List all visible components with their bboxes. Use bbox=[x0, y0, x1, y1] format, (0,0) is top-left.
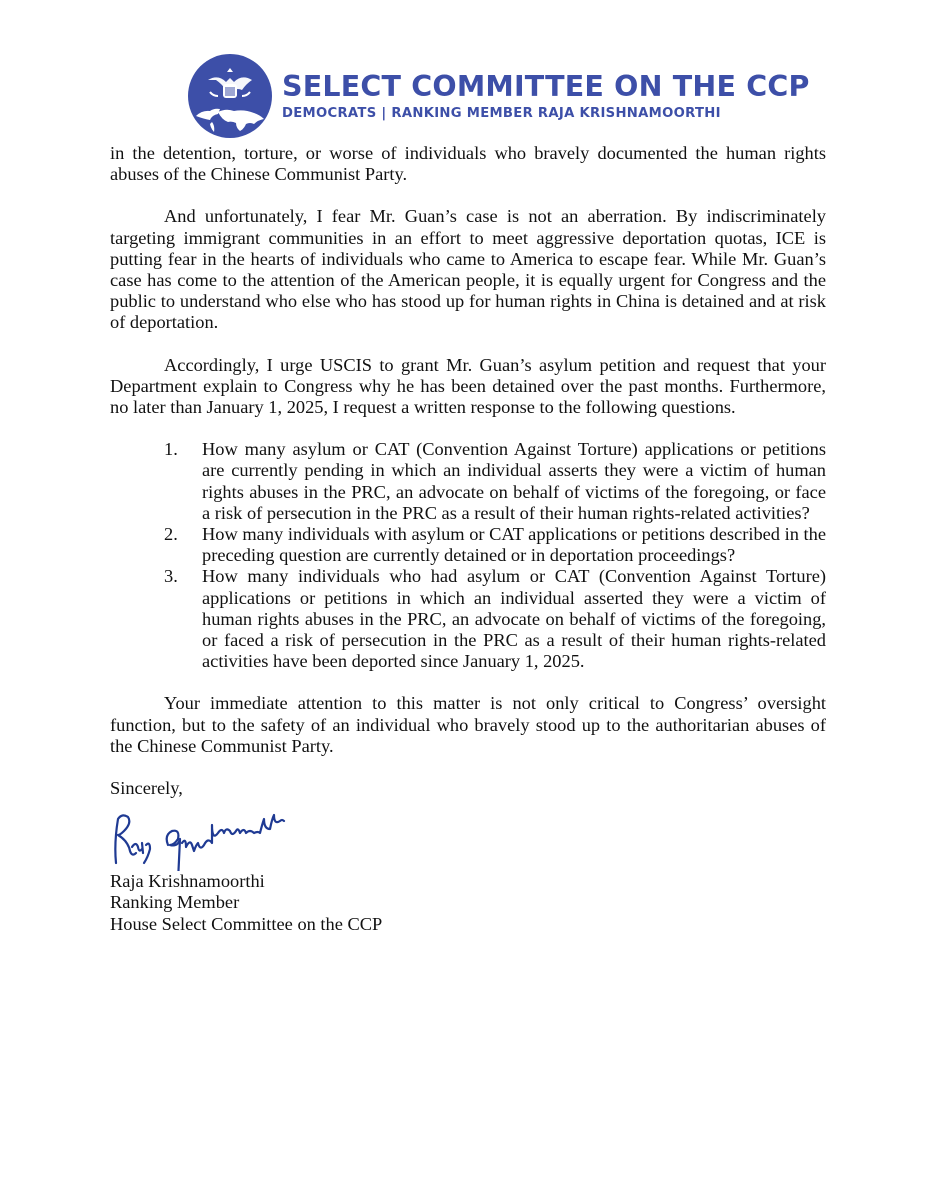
signer-name: Raja Krishnamoorthi bbox=[110, 871, 265, 892]
signature-icon bbox=[110, 807, 826, 871]
question-text: How many individuals with asylum or CAT applications or petitions described in the preceding question are currently detained or in deportation proceedings? bbox=[202, 524, 826, 566]
list-item bbox=[110, 566, 826, 672]
signer-committee: House Select Committee on the CCP bbox=[110, 913, 383, 934]
letter-body bbox=[110, 143, 826, 935]
closing: Sincerely, bbox=[110, 778, 183, 799]
list-item bbox=[110, 524, 826, 566]
questions-list bbox=[110, 439, 826, 672]
signer-title: Ranking Member bbox=[110, 892, 240, 913]
question-number: 3. bbox=[164, 566, 178, 587]
letterhead bbox=[188, 53, 810, 139]
committee-seal-icon bbox=[188, 54, 272, 138]
question-number: 1. bbox=[164, 439, 178, 460]
committee-title: SELECT COMMITTEE ON THE CCP bbox=[282, 70, 810, 103]
committee-subtitle: DEMOCRATS | RANKING MEMBER RAJA KRISHNAMOORTHI bbox=[282, 106, 721, 121]
list-item bbox=[110, 439, 826, 524]
question-text: How many asylum or CAT (Convention Against Torture) applications or petitions are currently pending in which an individual asserts they were a victim of human rights abuses in the PRC, an advocate on behalf of victims of the foregoing, or face a risk of persecution in the PRC as a result of their human rights-related activities? bbox=[202, 439, 826, 523]
paragraph-2: And unfortunately, I fear Mr. Guan’s case is not an aberration. By indiscriminately targeting immigrant communities in an effort to meet aggressive deportation quotas, ICE is putting fear in the hearts of individuals who came to America to escape fear. While Mr. Guan’s case has come to the attention of the American people, it is equally urgent for Congress and the public to understand who else who has stood up for human rights in China is detained and at risk of deportation. bbox=[110, 206, 826, 333]
question-number: 2. bbox=[164, 524, 178, 545]
question-text: How many individuals who had asylum or CAT (Convention Against Torture) applications or petitions in which an individual asserted they were a victim of human rights abuses in the PRC, an advocate on behalf of victims of the foregoing, or faced a risk of persecution in the PRC as a result of their human rights-related activities have been deported since January 1, 2025. bbox=[202, 566, 826, 672]
paragraph-3: Accordingly, I urge USCIS to grant Mr. Guan’s asylum petition and request that your Department explain to Congress why he has been detained over the past months. Furthermore, no later than January 1, 2025, I request a written response to the following questions. bbox=[110, 354, 826, 418]
paragraph-4: Your immediate attention to this matter is not only critical to Congress’ oversight function, but to the safety of an individual who bravely stood up to the authoritarian abuses of the Chinese Communist Party. bbox=[110, 693, 826, 756]
paragraph-continuation: in the detention, torture, or worse of individuals who bravely documented the human rights abuses of the Chinese Communist Party. bbox=[110, 143, 826, 185]
